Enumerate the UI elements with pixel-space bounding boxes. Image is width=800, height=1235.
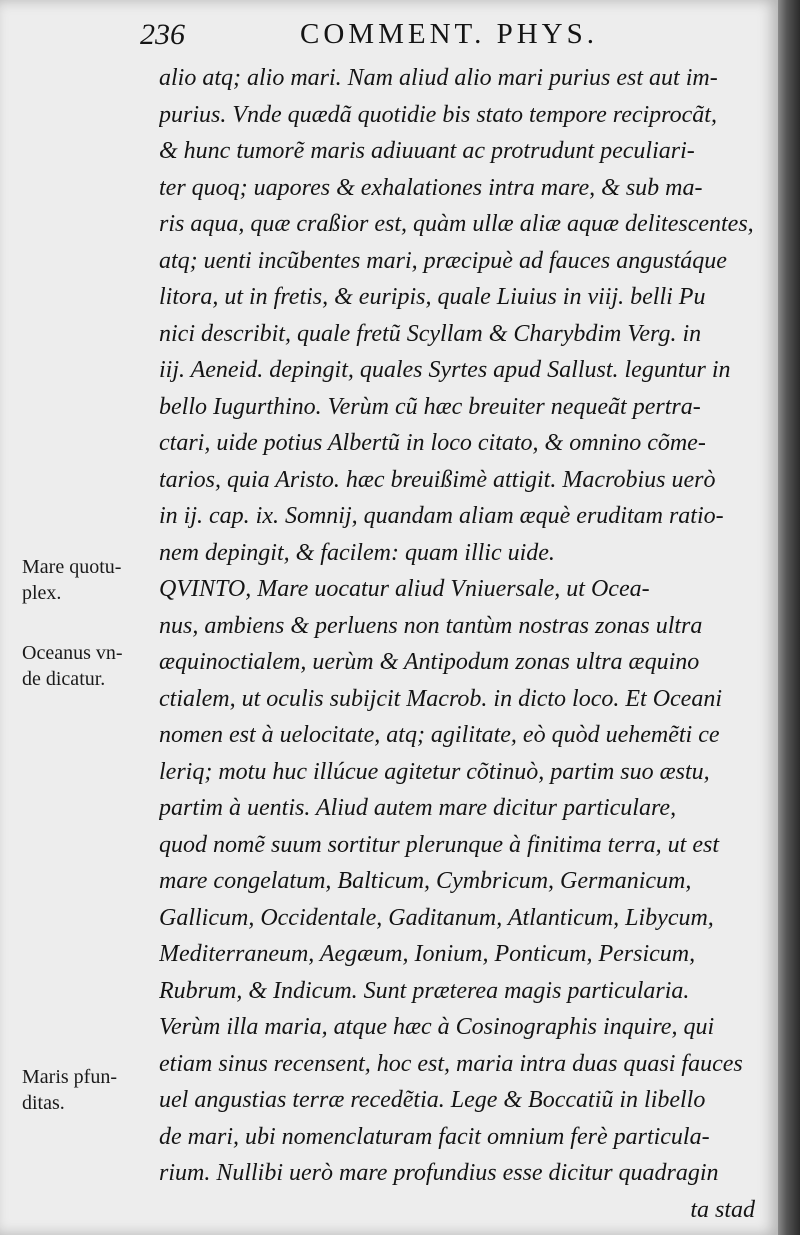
- text-line: ctialem, ut oculis subijcit Macrob. in dicto loco. Et Oceani: [159, 685, 723, 712]
- text-line: uel angustias terræ recedẽtia. Lege & Boccatiũ in libello: [159, 1087, 706, 1113]
- margin-note-line: ditas.: [22, 1092, 65, 1114]
- text-line: QVINTO, Mare uocatur aliud Vniuersale, ut Ocea-: [159, 576, 650, 602]
- text-line: mare congelatum, Balticum, Cymbricum, Germanicum,: [159, 868, 692, 894]
- running-head: [140, 18, 660, 58]
- page-number: 236: [140, 18, 185, 51]
- catchword: ta stad: [690, 1196, 755, 1223]
- text-line: nus, ambiens & perluens non tantùm nostras zonas ultra: [159, 612, 703, 639]
- margin-note: [22, 1064, 157, 1116]
- margin-note: [22, 554, 157, 606]
- text-line: ctari, uide potius Albertũ in loco citato, & omnino cõme-: [159, 430, 706, 456]
- text-line: etiam sinus recensent, hoc est, maria intra duas quasi fauces: [159, 1050, 743, 1077]
- text-line: nici describit, quale fretũ Scyllam & Charybdim Verg. in: [159, 320, 702, 347]
- text-line: iij. Aeneid. depingit, quales Syrtes apud Sallust. leguntur in: [159, 357, 731, 383]
- margin-note-line: Maris pfun-: [22, 1066, 117, 1088]
- text-line: Mediterraneum, Aegæum, Ionium, Ponticum, Persicum,: [159, 941, 696, 967]
- text-line: partim à uentis. Aliud autem mare dicitur particulare,: [159, 795, 677, 821]
- margin-note: [22, 640, 157, 692]
- text-line: alio atq; alio mari. Nam aliud alio mari purius est aut im-: [159, 65, 718, 91]
- text-line: rium. Nullibi uerò mare profundius esse dicitur quadragin: [159, 1160, 719, 1186]
- text-line: atq; uenti incũbentes mari, præcipuè ad fauces angustáque: [159, 247, 727, 274]
- text-line: quod nomẽ suum sortitur plerunque à finitima terra, ut est: [159, 831, 719, 858]
- text-line: nomen est à uelocitate, atq; agilitate, eò quòd uehemẽti ce: [159, 722, 720, 748]
- text-line: æquinoctialem, uerùm & Antipodum zonas ultra æquino: [159, 649, 700, 675]
- text-line: de mari, ubi nomenclaturam facit omnium ferè particula-: [159, 1123, 710, 1150]
- text-line: nem depingit, & facilem: quam illic uide.: [159, 539, 555, 566]
- text-line: ter quoq; uapores & exhalationes intra mare, & sub ma-: [159, 174, 703, 201]
- margin-note-line: plex.: [22, 582, 62, 604]
- running-title: COMMENT. PHYS.: [300, 18, 598, 50]
- text-line: Gallicum, Occidentale, Gaditanum, Atlanticum, Libycum,: [159, 904, 714, 931]
- text-line: Verùm illa maria, atque hæc à Cosinographis inquire, qui: [159, 1014, 715, 1040]
- text-line: tarios, quia Aristo. hæc breuißimè attigit. Macrobius uerò: [159, 466, 716, 493]
- margin-notes: [0, 0, 160, 1235]
- text-line: litora, ut in fretis, & euripis, quale Liuius in viij. belli Pu: [159, 284, 706, 310]
- margin-note-line: Oceanus vn-: [22, 642, 123, 664]
- text-line: bello Iugurthino. Verùm cũ hæc breuiter nequeãt pertra-: [159, 393, 701, 420]
- text-line: in ij. cap. ix. Somnij, quandam aliam æquè eruditam ratio-: [159, 503, 724, 529]
- text-line: ris aqua, quæ craßior est, quàm ullæ aliæ aquæ delitescentes,: [159, 211, 754, 237]
- text-line: leriq; motu huc illúcue agitetur cõtinuò, partim suo æstu,: [159, 758, 710, 785]
- margin-note-line: Mare quotu-: [22, 556, 122, 578]
- text-line: purius. Vnde quædã quotidie bis stato tempore reciprocãt,: [159, 101, 717, 128]
- text-line: & hunc tumorẽ maris adiuuant ac protrudunt peculiari-: [159, 138, 695, 164]
- text-line: Rubrum, & Indicum. Sunt præterea magis particularia.: [159, 977, 690, 1004]
- main-text: [159, 60, 759, 1228]
- book-gutter-shadow: [778, 0, 800, 1235]
- margin-note-line: de dicatur.: [22, 668, 106, 690]
